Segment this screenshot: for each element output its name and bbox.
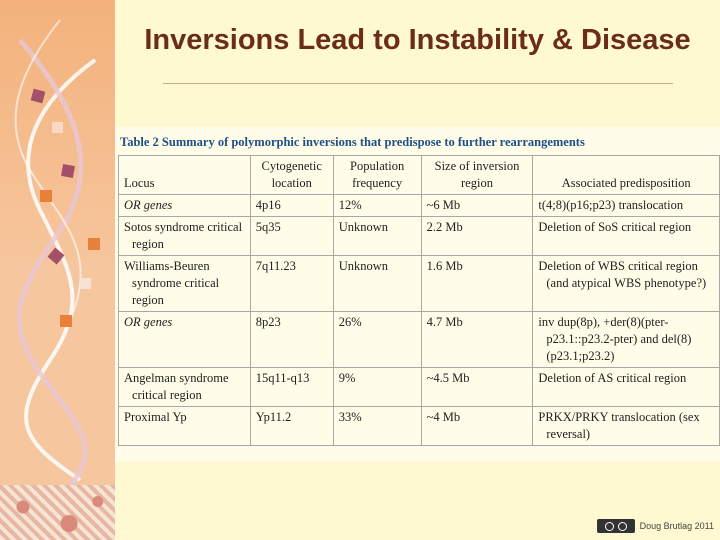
cell-locus (119, 312, 251, 368)
cell-locus (119, 368, 251, 407)
header-population-frequency: Population frequency (333, 156, 421, 195)
author-credit: Doug Brutlag 2011 (639, 521, 714, 531)
cell-frequency: 33% (333, 407, 421, 446)
cell-location: 4p16 (250, 195, 333, 217)
cell-frequency: 12% (333, 195, 421, 217)
cell-locus (119, 256, 251, 312)
cell-size: ~4 Mb (421, 407, 533, 446)
cell-size: 1.6 Mb (421, 256, 533, 312)
header-associated-predisposition: Associated predisposition (533, 156, 720, 195)
cell-location: Yp11.2 (250, 407, 333, 446)
header-cytogenetic-location: Cytogenetic location (250, 156, 333, 195)
slide-title: Inversions Lead to Instability & Disease (144, 24, 691, 56)
table-row (119, 312, 720, 368)
table-row (119, 407, 720, 446)
cell-locus (119, 195, 251, 217)
cell-frequency: Unknown (333, 217, 421, 256)
cell-predisposition (533, 217, 720, 256)
cell-locus (119, 217, 251, 256)
table-caption: Table 2 Summary of polymorphic inversions that predispose to further rearrangements (120, 135, 585, 149)
locus-text: Angelman syndrome critical region (124, 371, 229, 402)
cell-predisposition (533, 407, 720, 446)
predisposition-text: PRKX/PRKY translocation (sex reversal) (538, 410, 700, 441)
cell-size: ~4.5 Mb (421, 368, 533, 407)
predisposition-text: inv dup(8p), +der(8)(pter-p23.1::p23.2-pter) and del(8)(p23.1;p23.2) (538, 315, 692, 363)
cell-predisposition (533, 256, 720, 312)
cell-locus (119, 407, 251, 446)
textured-footer-band (0, 485, 115, 540)
header-locus: Locus (119, 156, 251, 195)
cell-location: 8p23 (250, 312, 333, 368)
cell-predisposition (533, 195, 720, 217)
cell-frequency: Unknown (333, 256, 421, 312)
cell-location: 7q11.23 (250, 256, 333, 312)
title-divider (163, 83, 673, 84)
table-header-row (119, 156, 720, 195)
cell-frequency: 26% (333, 312, 421, 368)
locus-text: Sotos syndrome critical region (124, 220, 243, 251)
predisposition-text: t(4;8)(p16;p23) translocation (538, 198, 684, 212)
cell-predisposition (533, 368, 720, 407)
table-row (119, 217, 720, 256)
cell-location: 15q11-q13 (250, 368, 333, 407)
table-row (119, 256, 720, 312)
cell-predisposition (533, 312, 720, 368)
cell-frequency: 9% (333, 368, 421, 407)
cell-location: 5q35 (250, 217, 333, 256)
predisposition-text: Deletion of AS critical region (538, 371, 687, 385)
locus-text: Williams-Beuren syndrome critical region (124, 259, 220, 307)
locus-text: OR genes (124, 315, 173, 329)
cell-size: 4.7 Mb (421, 312, 533, 368)
table-row (119, 368, 720, 407)
table-row (119, 195, 720, 217)
creative-commons-icon (597, 519, 635, 533)
predisposition-text: Deletion of WBS critical region (and atypical WBS phenotype?) (538, 259, 707, 290)
slide-footer (597, 519, 714, 533)
decorative-sidebar (0, 0, 115, 540)
dna-helix-decoration (0, 0, 115, 540)
cell-size: ~6 Mb (421, 195, 533, 217)
cell-size: 2.2 Mb (421, 217, 533, 256)
inversions-table (118, 155, 720, 446)
predisposition-text: Deletion of SoS critical region (538, 220, 692, 234)
locus-text: OR genes (124, 198, 173, 212)
locus-text: Proximal Yp (124, 410, 187, 424)
header-inversion-size: Size of inversion region (421, 156, 533, 195)
